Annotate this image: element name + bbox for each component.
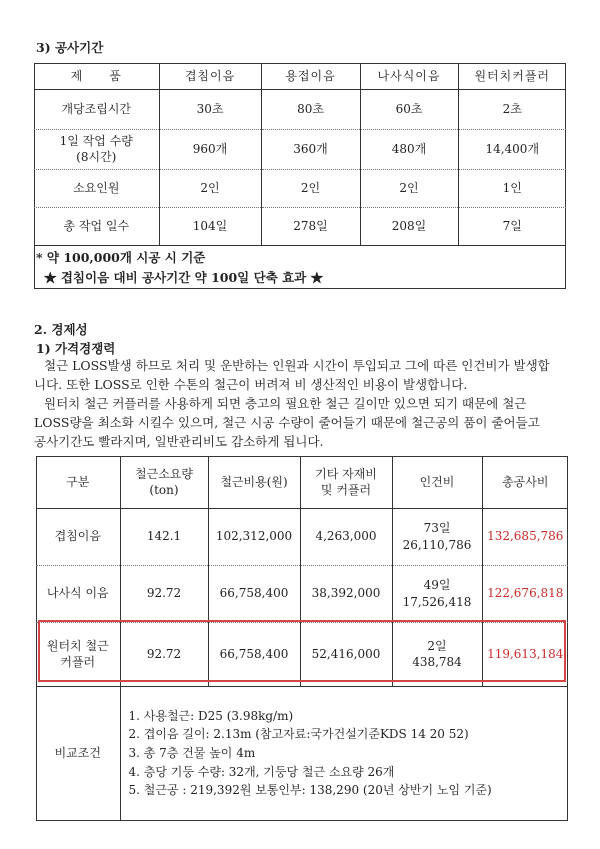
table-row — [36, 565, 568, 622]
conditions-list — [120, 686, 568, 820]
total-cell: 119,613,184 — [482, 622, 568, 686]
header-line: 기타 자재비 — [315, 466, 377, 481]
header-onetouch-coupler: 원터치커플러 — [458, 63, 566, 89]
table-cell: 480개 — [360, 129, 458, 169]
table-cell: 52,416,000 — [300, 622, 392, 686]
section-title-economy: 2. 경제성 — [34, 322, 88, 337]
table-cell: 4,263,000 — [300, 508, 392, 565]
row-label-line2: (8시간) — [76, 150, 117, 164]
header-category: 구분 — [36, 456, 120, 508]
cell-line: 73일 — [423, 521, 451, 536]
row-label — [36, 622, 120, 686]
table-cell: 60초 — [360, 89, 458, 129]
condition-item: 2. 겹이음 길이: 2.13m (참고자료:국가건설기준KDS 14 20 52) — [128, 727, 469, 742]
table-cell: 92.72 — [120, 622, 208, 686]
table-cell: 92.72 — [120, 565, 208, 622]
row-label: 소요인원 — [34, 169, 159, 207]
table-cell: 2인 — [261, 169, 360, 207]
table-cell: 208일 — [360, 207, 458, 245]
header-lap-splice: 겹침이음 — [159, 63, 261, 89]
condition-item: 5. 철근공 : 219,392원 보통인부: 138,290 (20년 상반기 노임 기준) — [128, 783, 492, 798]
table-row — [34, 207, 566, 245]
table-cell: 142.1 — [120, 508, 208, 565]
row-label: 개당조립시간 — [34, 89, 159, 129]
table-cell: 278일 — [261, 207, 360, 245]
paragraph-line: 원터치 철근 커플러를 사용하게 되면 층고의 필요한 철근 길이만 있으면 되기 때문에 철근 — [44, 396, 527, 411]
row-label: 겹침이음 — [36, 508, 120, 565]
table-cell: 2초 — [458, 89, 566, 129]
total-cell: 132,685,786 — [482, 508, 568, 565]
table-cell: 104일 — [159, 207, 261, 245]
table-cell: 102,312,000 — [208, 508, 300, 565]
header-screw-splice: 나사식이음 — [360, 63, 458, 89]
row-label: 나사식 이음 — [36, 565, 120, 622]
header-line: 철근소요량 — [135, 466, 193, 481]
cell-line: 49일 — [423, 578, 451, 593]
table-cell: 7일 — [458, 207, 566, 245]
row-label-line1: 1일 작업 수량 — [59, 133, 133, 148]
table-cell: 2인 — [360, 169, 458, 207]
cell-line: 17,526,418 — [402, 594, 472, 609]
table-cell: 30초 — [159, 89, 261, 129]
paragraph-line: 철근 LOSS발생 하므로 처리 및 운반하는 인원과 시간이 투입되고 그에 따른 인건비가 발생합 — [44, 358, 550, 373]
table-row — [36, 508, 568, 565]
table-cell: 80초 — [261, 89, 360, 129]
conditions-label: 비교조건 — [36, 686, 120, 820]
schedule-table — [34, 63, 566, 246]
condition-item: 1. 사용철근: D25 (3.98kg/m) — [128, 708, 294, 723]
row-label: 총 작업 일수 — [34, 207, 159, 245]
header-labor-cost: 인건비 — [392, 456, 482, 508]
cell-line: 26,110,786 — [402, 537, 472, 552]
header-product: 제 품 — [34, 63, 159, 89]
cell-line: 2일 — [427, 638, 447, 653]
condition-item: 3. 총 7층 건물 높이 4m — [128, 745, 256, 760]
table-note-basis: * 약 100,000개 시공 시 기준 — [36, 250, 206, 265]
table-row — [34, 129, 566, 169]
table-cell: 2인 — [159, 169, 261, 207]
header-line: (ton) — [149, 482, 179, 497]
section-title-schedule: 3) 공사기간 — [36, 40, 104, 55]
table-cell: 1인 — [458, 169, 566, 207]
table-row — [34, 169, 566, 207]
paragraph-line: LOSS량을 최소화 시킬수 있으며, 철근 시공 수량이 줄어들기 때문에 철근공의 품이 줄어들고 — [34, 415, 540, 430]
cell-line: 438,784 — [412, 655, 462, 669]
cost-table — [36, 456, 568, 820]
header-weld-splice: 용접이음 — [261, 63, 360, 89]
subsection-title-price: 1) 가격경쟁력 — [36, 341, 116, 356]
header-total-cost: 총공사비 — [482, 456, 568, 508]
total-cell: 122,676,818 — [482, 565, 568, 622]
table-row — [34, 89, 566, 129]
table-cell — [392, 565, 482, 622]
conditions-row — [36, 686, 568, 820]
table-row-highlighted — [36, 622, 568, 686]
paragraph-line: 공사기간도 빨라지며, 일반관리비도 감소하게 됩니다. — [34, 434, 324, 449]
header-line: 및 커플러 — [320, 482, 372, 497]
table-cell — [392, 508, 482, 565]
table-cell: 66,758,400 — [208, 622, 300, 686]
table-cell: 360개 — [261, 129, 360, 169]
table-note-effect: ★ 겹침이음 대비 공사기간 약 100일 단축 효과 ★ — [44, 270, 324, 285]
condition-item: 4. 층당 기둥 수량: 32개, 기둥당 철근 소요량 26개 — [128, 764, 395, 779]
header-rebar-amount — [120, 456, 208, 508]
row-label-line1: 원터치 철근 — [46, 638, 109, 653]
table-cell: 14,400개 — [458, 129, 566, 169]
header-rebar-cost: 철근비용(원) — [208, 456, 300, 508]
paragraph-line: 니다. 또한 LOSS로 인한 수톤의 철근이 버려져 비 생산적인 비용이 발생합니다. — [34, 377, 468, 392]
table-cell: 66,758,400 — [208, 565, 300, 622]
row-label — [34, 129, 159, 169]
table-cell — [392, 622, 482, 686]
table-cell: 38,392,000 — [300, 565, 392, 622]
row-label-line2: 커플러 — [60, 655, 96, 669]
table-cell: 960개 — [159, 129, 261, 169]
header-other-materials — [300, 456, 392, 508]
table-header-row — [36, 456, 568, 508]
